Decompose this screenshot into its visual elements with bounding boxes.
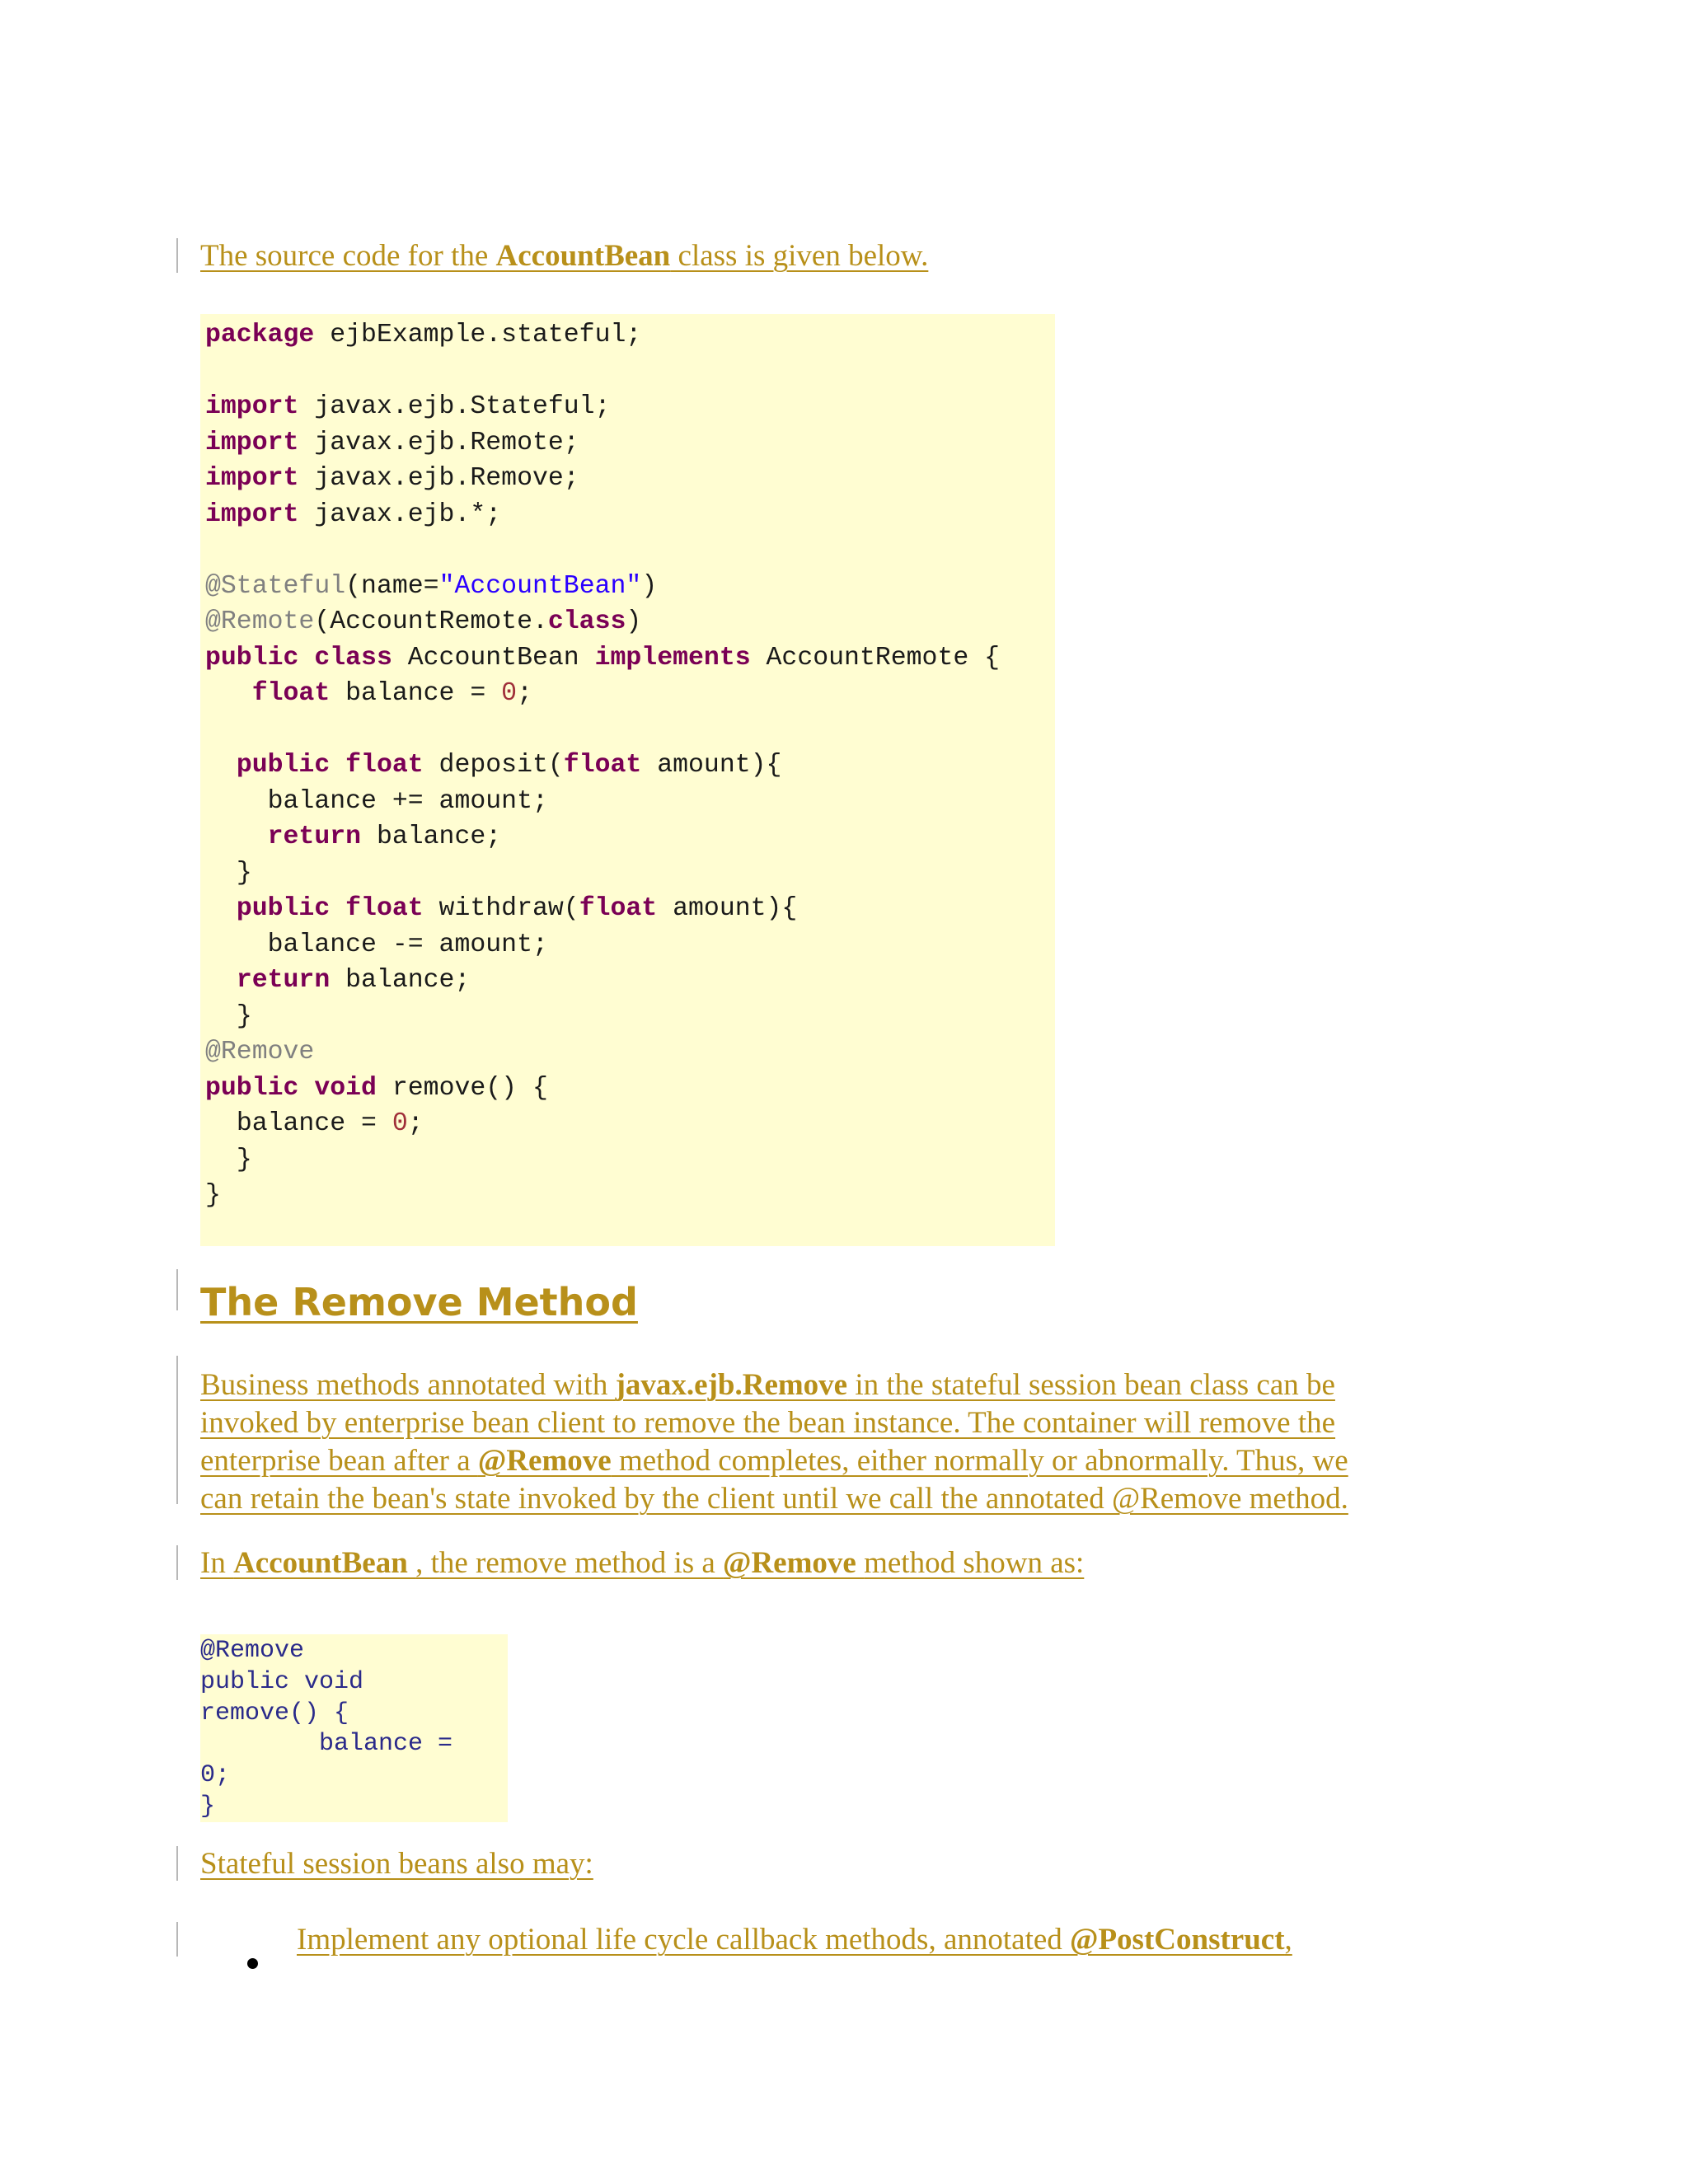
code-text: } — [236, 858, 252, 888]
code-keyword: float — [563, 751, 642, 780]
code-text: ) — [641, 571, 658, 601]
code-text: amount){ — [641, 751, 782, 780]
paragraph-bold: javax.ejb.Remove — [615, 1368, 848, 1402]
code-keyword: public — [205, 1073, 299, 1103]
paragraph-bold: @Remove — [477, 1444, 612, 1478]
code-text: } — [205, 1181, 221, 1210]
paragraph-text: in the stateful session bean class can be — [847, 1368, 1335, 1402]
code-keyword: import — [205, 464, 299, 493]
code-text: balance -= amount; — [267, 930, 548, 959]
paragraph-line — [200, 1366, 1335, 1404]
change-bar — [176, 238, 178, 273]
paragraph-line — [200, 1442, 1348, 1480]
bullet-bold: @PostConstruct — [1070, 1923, 1285, 1957]
code-keyword: package — [205, 321, 315, 349]
code-text: javax.ejb.Stateful; — [298, 392, 611, 421]
remove-method-intro — [200, 1544, 1084, 1582]
bullet-text: , — [1284, 1923, 1292, 1957]
paragraph-text: Business methods annotated with — [200, 1368, 616, 1402]
change-bar — [176, 1922, 178, 1957]
code-text: withdraw( — [423, 894, 579, 923]
code-listing — [205, 317, 1000, 1214]
change-bar — [176, 1269, 178, 1310]
change-bar — [176, 1846, 178, 1881]
intro-suffix: class is given below. — [670, 239, 929, 273]
code-text: balance; — [361, 823, 502, 851]
code-snippet-line: 0; — [200, 1761, 231, 1790]
intro-prefix: The source code for the — [200, 239, 496, 273]
code-text: balance += amount; — [267, 786, 548, 816]
code-text: (name= — [345, 571, 439, 601]
code-snippet-line: balance = — [200, 1730, 453, 1759]
code-text: javax.ejb.Remote; — [298, 428, 579, 457]
code-text: balance = — [236, 1109, 392, 1138]
code-annotation: @Remove — [205, 1038, 315, 1066]
change-bar — [176, 1356, 178, 1504]
paragraph-text: method completes, either normally or abnormally. Thus, we — [611, 1444, 1348, 1478]
paragraph-line: invoked by enterprise bean client to remove the bean instance. The container will remove the — [200, 1406, 1336, 1440]
code-text: } — [236, 1001, 252, 1031]
code-keyword: return — [267, 823, 362, 851]
code-text: } — [236, 1145, 252, 1174]
intro-text: method shown as: — [864, 1546, 1085, 1580]
code-keyword: float — [345, 894, 424, 923]
code-snippet-line: public void — [200, 1667, 364, 1696]
code-number: 0 — [392, 1109, 408, 1138]
intro-bold: @Remove — [723, 1546, 865, 1580]
stateful-beans-line: Stateful session beans also may: — [200, 1847, 593, 1881]
code-snippet-line: @Remove — [200, 1637, 305, 1665]
code-text: ejbExample.stateful; — [314, 321, 642, 349]
code-keyword: void — [314, 1073, 377, 1103]
intro-class-name: AccountBean — [495, 239, 671, 273]
code-text: (AccountRemote. — [314, 607, 548, 636]
code-keyword: class — [547, 607, 626, 636]
code-keyword: class — [314, 643, 392, 673]
code-snippet-line: remove() { — [200, 1699, 349, 1727]
code-keyword: public — [236, 751, 331, 780]
code-annotation: @Stateful — [205, 571, 346, 601]
code-text: remove() { — [376, 1073, 548, 1103]
paragraph-text: enterprise bean after a — [200, 1444, 478, 1478]
code-number: 0 — [501, 679, 518, 708]
code-keyword: return — [236, 966, 331, 995]
bullet-text: Implement any optional life cycle callback methods, annotated — [297, 1923, 1071, 1957]
code-keyword: implements — [594, 643, 751, 673]
code-text: balance = — [330, 679, 502, 708]
code-keyword: import — [205, 392, 299, 421]
intro-bold: AccountBean — [233, 1546, 416, 1580]
code-text: amount){ — [657, 894, 798, 923]
code-text: balance; — [330, 966, 471, 995]
code-text: javax.ejb.*; — [298, 499, 502, 529]
paragraph-line: can retain the bean's state invoked by the client until we call the annotated @Remove method. — [200, 1482, 1348, 1516]
intro-paragraph — [200, 237, 928, 275]
intro-text: In — [200, 1546, 234, 1580]
code-keyword: import — [205, 428, 299, 457]
bullet-dot — [247, 1958, 258, 1969]
bullet-item — [297, 1921, 1292, 1959]
code-text: AccountRemote { — [750, 643, 1001, 673]
code-text: AccountBean — [392, 643, 595, 673]
code-snippet — [200, 1636, 452, 1823]
code-text: ; — [407, 1109, 424, 1138]
code-text: ; — [517, 679, 532, 708]
section-heading: The Remove Method — [200, 1280, 638, 1324]
code-snippet-line: } — [200, 1792, 216, 1821]
code-keyword: import — [205, 499, 299, 529]
code-keyword: float — [345, 751, 424, 780]
code-keyword: public — [205, 643, 299, 673]
code-text: deposit( — [423, 751, 564, 780]
code-keyword: public — [236, 894, 331, 923]
code-text: ) — [626, 607, 642, 636]
code-keyword: float — [251, 679, 331, 708]
code-text: javax.ejb.Remove; — [298, 464, 579, 493]
intro-text: , the remove method is a — [415, 1546, 724, 1580]
code-string: "AccountBean" — [438, 571, 642, 601]
change-bar — [176, 1545, 178, 1580]
code-keyword: float — [579, 894, 658, 923]
code-annotation: @Remote — [205, 607, 315, 636]
